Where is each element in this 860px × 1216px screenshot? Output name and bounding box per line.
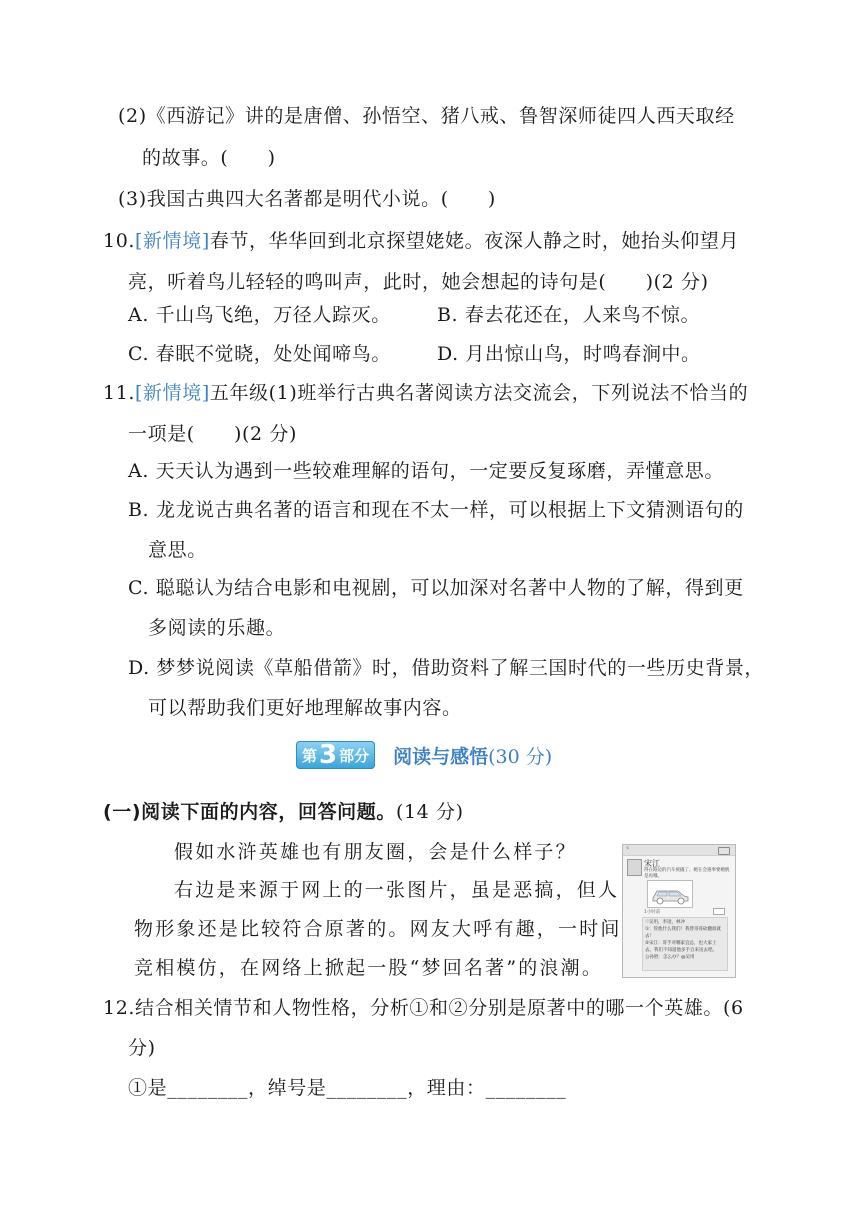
more-icon: [713, 908, 725, 915]
question-12-answer-line: ①是________，绰号是________，理由：________: [128, 1077, 567, 1099]
question-12-line-1: 12.结合相关情节和人物性格，分析①和②分别是原著中的哪一个英雄。(6: [103, 997, 744, 1019]
question-number: 11.: [103, 382, 136, 404]
passage-line-1: 假如水浒英雄也有朋友圈，会是什么样子？: [174, 841, 577, 863]
back-icon: ‹: [626, 844, 630, 852]
option-d-line-1: D. 梦梦说阅读《草船借箭》时，借助资料了解三国时代的一些历史背景，: [128, 657, 765, 679]
section-3-heading: [296, 738, 552, 772]
badge-number: 3: [319, 740, 338, 770]
post-time: 1小时前: [644, 910, 661, 915]
question-9-item-2-line-1: (2)《西游记》讲的是唐僧、孙悟空、猪八戒、鲁智深师徒四人西天取经: [118, 105, 735, 127]
option-c: C. 春眠不觉晓，处处闻啼鸟。: [128, 343, 391, 365]
post-text: 得在路边的汽车被撬了。她在会遇事要她帆是再哦。: [644, 868, 730, 879]
comment-3: 公孙胜：怎么办？@吴用: [645, 955, 695, 960]
question-9-item-3: (3)我国古典四大名著都是明代小说。( ): [118, 188, 496, 210]
option-b: B. 春去花还在，人来鸟不惊。: [437, 304, 701, 326]
question-11-line-2: 一项是( )(2 分): [128, 423, 297, 445]
option-a: A. 天天认为遇到一些较难理解的语句，一定要反复琢磨，弄懂意思。: [128, 460, 725, 482]
badge-suffix: 部分: [339, 746, 370, 765]
new-context-tag: [新情境]: [135, 382, 210, 404]
car-photo: [647, 880, 693, 908]
option-c-line-1: C. 聪聪认为结合电影和电视剧，可以加深对名著中人物的了解，得到更: [128, 577, 744, 599]
comment-1: ①：管他什么我们！我替哥哥砍翻谁就去！: [645, 927, 722, 939]
option-b-line-2: 意思。: [148, 539, 207, 561]
option-d: D. 月出惊山鸟，时鸣春涧中。: [437, 343, 701, 365]
passage-line-3: 物形象还是比较符合原著的。网友大呼有趣，一时间: [134, 918, 622, 940]
question-11-line-1: [103, 381, 748, 405]
phone-top-bar: [623, 845, 735, 856]
question-10-line-2: 亮，听着鸟儿轻轻的鸣叫声，此时，她会想起的诗句是( )(2 分): [128, 271, 709, 293]
badge-prefix: 第: [302, 746, 318, 765]
avatar: [627, 859, 642, 876]
passage-line-4: 竞相模仿，在网络上掀起一股“梦回名著”的浪潮。: [134, 957, 604, 979]
comments-box: [642, 917, 728, 971]
option-c-line-2: 多阅读的乐趣。: [148, 617, 286, 639]
question-12-line-2: 分): [128, 1037, 156, 1059]
poster-name: 宋江: [644, 859, 660, 868]
section-title: [393, 742, 552, 769]
new-context-tag: [新情境]: [135, 230, 210, 252]
option-d-line-2: 可以帮助我们更好地理解故事内容。: [148, 697, 462, 719]
reading-instruction-text: (一)阅读下面的内容，回答问题。: [103, 801, 396, 823]
section-badge: [296, 741, 375, 769]
question-number: 10.: [103, 230, 136, 252]
section-score: (30 分): [488, 745, 553, 768]
comment-2: ②宋江：哥手对哪家宜总，也大家上去。我们不知道他多手自来送去吧。: [645, 941, 717, 953]
question-9-item-2-line-2: 的故事。( ): [142, 147, 276, 169]
reading-score: (14 分): [395, 801, 464, 823]
reading-instruction: [103, 800, 464, 824]
question-10-line-1: [103, 229, 739, 253]
question-stem: 春节，华华回到北京探望姥姥。夜深人静之时，她抬头仰望月: [209, 230, 740, 252]
section-title-text: 阅读与感悟: [393, 745, 489, 768]
moments-screenshot-image: [622, 844, 736, 978]
option-b-line-1: B. 龙龙说古典名著的语言和现在不太一样，可以根据上下文猜测语句的: [128, 499, 744, 521]
camera-icon: [718, 847, 730, 855]
likes-line: ♡吴用，李逵，林冲: [645, 920, 686, 925]
question-stem: 五年级(1)班举行古典名著阅读方法交流会，下列说法不恰当的: [209, 382, 749, 404]
option-a: A. 千山鸟飞绝，万径人踪灭。: [128, 304, 391, 326]
passage-line-2: 右边是来源于网上的一张图片，虽是恶搞，但人: [174, 879, 620, 901]
